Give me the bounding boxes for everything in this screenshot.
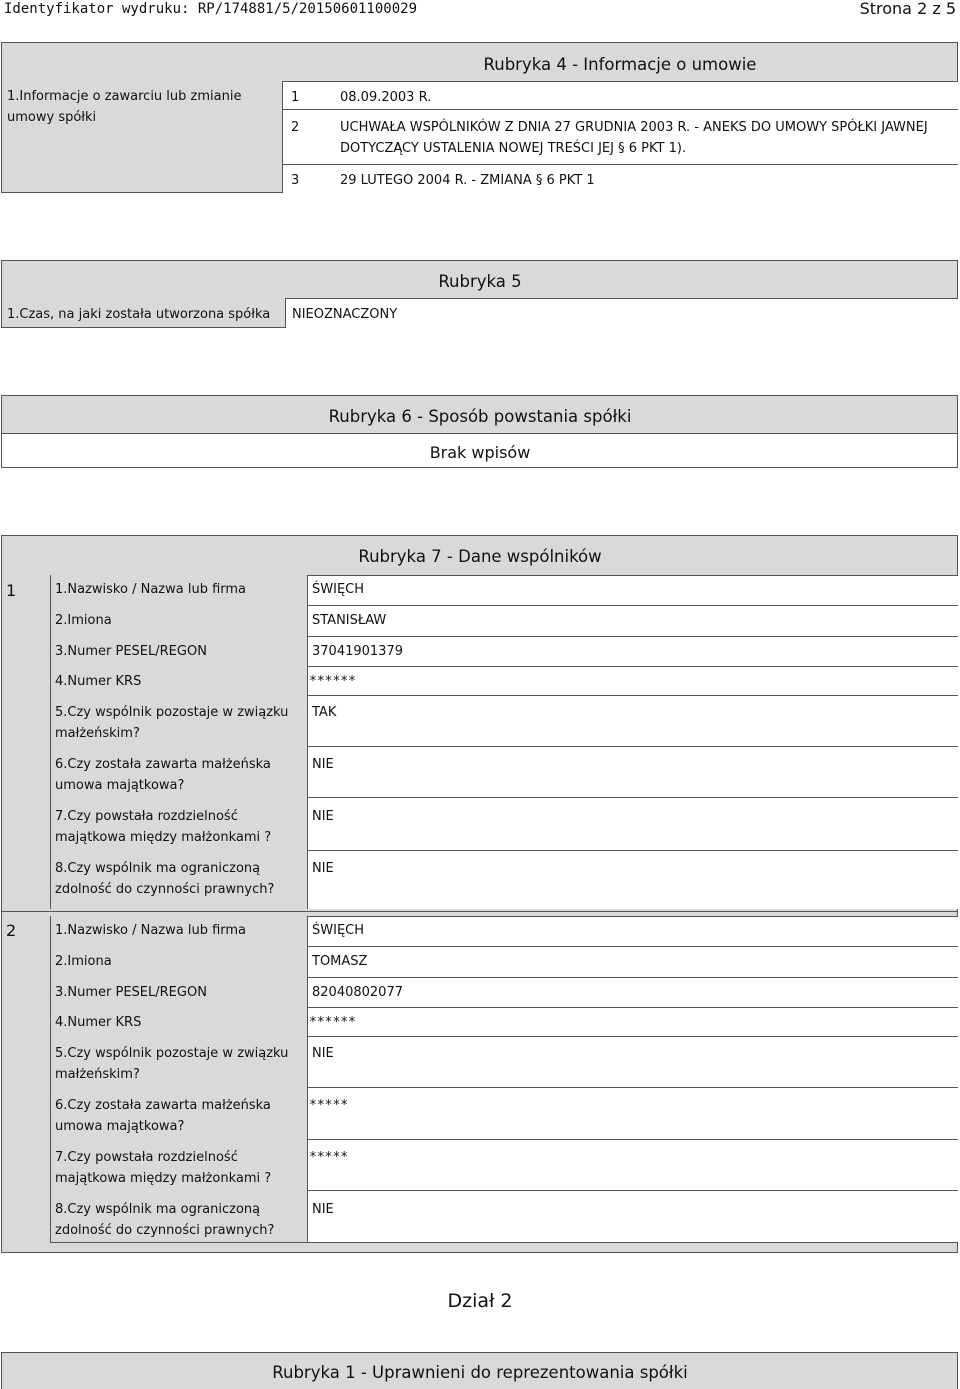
label-krs: 4.Numer KRS: [55, 1015, 142, 1030]
partner-values-area: [307, 916, 958, 1243]
rubryka-6-value: Brak wpisów: [429, 443, 531, 462]
value-limited-capacity: NIE: [312, 1202, 334, 1217]
rubryka-7-title: Rubryka 7 - Dane wspólników: [358, 547, 602, 566]
value-surname: ŚWIĘCH: [312, 923, 365, 938]
divider: [307, 946, 958, 947]
rubryka-5-label: 1.Czas, na jaki została utworzona spółka: [7, 307, 271, 322]
value-limited-capacity: NIE: [312, 861, 334, 876]
label-names: 2.Imiona: [55, 613, 112, 628]
value-separation: *****: [309, 1150, 349, 1165]
section-title-dzial-2: Dział 2: [447, 1290, 513, 1312]
value-separation: NIE: [312, 809, 334, 824]
rubryka-1-title: Rubryka 1 - Uprawnieni do reprezentowania spółki: [272, 1363, 688, 1382]
entry-number: 1: [291, 90, 300, 105]
value-married: NIE: [312, 1046, 334, 1061]
divider: [307, 1190, 958, 1191]
divider: [282, 109, 958, 110]
divider: [307, 1036, 958, 1037]
rubryka-5-title: Rubryka 5: [438, 272, 522, 291]
entry-text: 08.09.2003 R.: [340, 90, 432, 105]
divider: [307, 666, 958, 667]
entry-text: 29 LUTEGO 2004 R. - ZMIANA § 6 PKT 1: [340, 173, 595, 188]
divider: [307, 695, 958, 696]
divider: [50, 575, 51, 909]
divider: [307, 850, 958, 851]
label-marital-agreement: 6.Czy została zawarta małżeńska: [55, 1098, 271, 1113]
value-pesel: 82040802077: [312, 985, 403, 1000]
entry-number: 2: [291, 120, 300, 135]
label-marital-agreement: umowa majątkowa?: [55, 778, 185, 793]
value-married: TAK: [312, 705, 337, 720]
rubryka-4-label: 1.Informacje o zawarciu lub zmianie umowy spółki: [7, 89, 242, 125]
rubryka-4-title: Rubryka 4 - Informacje o umowie: [483, 55, 757, 74]
value-marital-agreement: *****: [309, 1098, 349, 1113]
value-pesel: 37041901379: [312, 644, 403, 659]
label-limited-capacity: 8.Czy wspólnik ma ograniczoną: [55, 1202, 261, 1217]
divider: [307, 636, 958, 637]
divider: [307, 977, 958, 978]
partner-number: 2: [6, 921, 17, 940]
divider: [307, 1087, 958, 1088]
divider: [307, 1007, 958, 1008]
divider: [307, 746, 958, 747]
label-married: 5.Czy wspólnik pozostaje w związku: [55, 1046, 289, 1061]
label-married: małżeńskim?: [55, 1067, 140, 1082]
label-pesel: 3.Numer PESEL/REGON: [55, 644, 207, 659]
divider: [307, 1139, 958, 1140]
label-separation: majątkowa między małżonkami ?: [55, 830, 272, 845]
partner-number: 1: [6, 581, 17, 600]
label-separation: majątkowa między małżonkami ?: [55, 1171, 272, 1186]
label-separation: 7.Czy powstała rozdzielność: [55, 809, 238, 824]
label-names: 2.Imiona: [55, 954, 112, 969]
label-pesel: 3.Numer PESEL/REGON: [55, 985, 207, 1000]
label-marital-agreement: umowa majątkowa?: [55, 1119, 185, 1134]
label-limited-capacity: zdolność do czynności prawnych?: [55, 1223, 275, 1238]
label-krs: 4.Numer KRS: [55, 674, 142, 689]
value-names: STANISŁAW: [312, 613, 387, 628]
divider: [50, 916, 51, 1243]
label-married: małżeńskim?: [55, 726, 140, 741]
value-names: TOMASZ: [312, 954, 368, 969]
label-separation: 7.Czy powstała rozdzielność: [55, 1150, 238, 1165]
divider: [50, 1242, 958, 1243]
value-krs: ******: [309, 674, 356, 689]
entry-text: UCHWAŁA WSPÓLNIKÓW Z DNIA 27 GRUDNIA 2003 R. - ANEKS DO UMOWY SPÓŁKI JAWNEJ DOTYCZĄCY USTALENIA NOWEJ TREŚCI JEJ § 6 PKT 1).: [340, 120, 928, 156]
label-marital-agreement: 6.Czy została zawarta małżeńska: [55, 757, 271, 772]
page-number: Strona 2 z 5: [859, 0, 956, 18]
rubryka-6-title: Rubryka 6 - Sposób powstania spółki: [328, 407, 632, 426]
divider: [307, 797, 958, 798]
label-limited-capacity: zdolność do czynności prawnych?: [55, 882, 275, 897]
label-surname: 1.Nazwisko / Nazwa lub firma: [55, 582, 247, 597]
label-limited-capacity: 8.Czy wspólnik ma ograniczoną: [55, 861, 261, 876]
entry-number: 3: [291, 173, 300, 188]
print-identifier: Identyfikator wydruku: RP/174881/5/20150601100029: [4, 1, 418, 17]
partner-values-area: [307, 575, 958, 909]
value-surname: ŚWIĘCH: [312, 582, 365, 597]
rubryka-5-value: NIEOZNACZONY: [292, 307, 398, 322]
divider: [282, 164, 958, 165]
value-krs: ******: [309, 1015, 356, 1030]
value-marital-agreement: NIE: [312, 757, 334, 772]
divider: [2, 911, 958, 912]
label-married: 5.Czy wspólnik pozostaje w związku: [55, 705, 289, 720]
label-surname: 1.Nazwisko / Nazwa lub firma: [55, 923, 247, 938]
divider: [307, 605, 958, 606]
